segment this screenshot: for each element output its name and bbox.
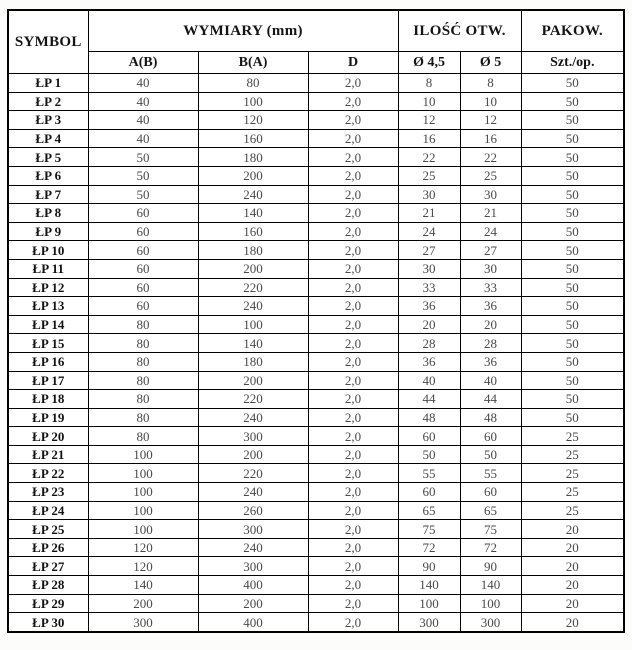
col-header-wymiary-mm: WYMIARY (mm) — [88, 10, 398, 52]
table-row — [8, 594, 624, 613]
table-row — [8, 520, 624, 539]
table-row — [8, 464, 624, 483]
cell-holes-4-5: 90 — [398, 557, 460, 576]
table-row — [8, 92, 624, 111]
cell-b-a: 260 — [198, 501, 308, 520]
cell-b-a: 180 — [198, 241, 308, 260]
col-subheader-d: D — [308, 52, 398, 74]
cell-holes-4-5: 10 — [398, 92, 460, 111]
table-row — [8, 427, 624, 446]
cell-holes-5: 16 — [460, 129, 521, 148]
cell-d: 2,0 — [308, 352, 398, 371]
cell-holes-5: 60 — [460, 427, 521, 446]
cell-pack-qty: 50 — [521, 166, 624, 185]
cell-holes-4-5: 27 — [398, 241, 460, 260]
col-subheader-a-b: A(B) — [88, 52, 198, 74]
cell-holes-5: 21 — [460, 204, 521, 223]
cell-holes-5: 44 — [460, 390, 521, 409]
cell-b-a: 80 — [198, 74, 308, 93]
cell-symbol: ŁP 7 — [8, 185, 88, 204]
cell-a-b: 100 — [88, 501, 198, 520]
cell-symbol: ŁP 9 — [8, 222, 88, 241]
table-row — [8, 408, 624, 427]
cell-pack-qty: 25 — [521, 445, 624, 464]
table-row — [8, 315, 624, 334]
cell-b-a: 180 — [198, 148, 308, 167]
table-row — [8, 297, 624, 316]
cell-b-a: 120 — [198, 111, 308, 130]
table-body — [8, 74, 624, 633]
cell-a-b: 80 — [88, 371, 198, 390]
cell-a-b: 40 — [88, 92, 198, 111]
cell-pack-qty: 50 — [521, 204, 624, 223]
table-row — [8, 222, 624, 241]
cell-holes-4-5: 48 — [398, 408, 460, 427]
cell-d: 2,0 — [308, 148, 398, 167]
cell-d: 2,0 — [308, 427, 398, 446]
cell-pack-qty: 50 — [521, 74, 624, 93]
cell-d: 2,0 — [308, 520, 398, 539]
cell-a-b: 40 — [88, 111, 198, 130]
cell-symbol: ŁP 17 — [8, 371, 88, 390]
cell-pack-qty: 50 — [521, 185, 624, 204]
cell-a-b: 60 — [88, 222, 198, 241]
cell-holes-4-5: 100 — [398, 594, 460, 613]
cell-holes-4-5: 8 — [398, 74, 460, 93]
cell-symbol: ŁP 4 — [8, 129, 88, 148]
cell-holes-4-5: 25 — [398, 166, 460, 185]
table-row — [8, 241, 624, 260]
cell-pack-qty: 50 — [521, 148, 624, 167]
cell-symbol: ŁP 19 — [8, 408, 88, 427]
cell-holes-4-5: 40 — [398, 371, 460, 390]
cell-holes-5: 25 — [460, 166, 521, 185]
cell-holes-5: 300 — [460, 613, 521, 632]
table-row — [8, 74, 624, 93]
cell-symbol: ŁP 15 — [8, 334, 88, 353]
cell-holes-4-5: 50 — [398, 445, 460, 464]
cell-a-b: 60 — [88, 278, 198, 297]
cell-symbol: ŁP 20 — [8, 427, 88, 446]
cell-a-b: 80 — [88, 315, 198, 334]
cell-holes-4-5: 20 — [398, 315, 460, 334]
cell-symbol: ŁP 30 — [8, 613, 88, 632]
cell-d: 2,0 — [308, 259, 398, 278]
cell-holes-4-5: 12 — [398, 111, 460, 130]
cell-holes-5: 30 — [460, 185, 521, 204]
cell-d: 2,0 — [308, 74, 398, 93]
cell-d: 2,0 — [308, 464, 398, 483]
cell-b-a: 200 — [198, 445, 308, 464]
table-wrapper — [7, 9, 625, 633]
cell-holes-4-5: 28 — [398, 334, 460, 353]
cell-a-b: 120 — [88, 538, 198, 557]
cell-holes-5: 33 — [460, 278, 521, 297]
cell-symbol: ŁP 5 — [8, 148, 88, 167]
cell-symbol: ŁP 21 — [8, 445, 88, 464]
cell-pack-qty: 50 — [521, 241, 624, 260]
cell-symbol: ŁP 16 — [8, 352, 88, 371]
cell-b-a: 220 — [198, 390, 308, 409]
cell-a-b: 100 — [88, 483, 198, 502]
cell-holes-4-5: 21 — [398, 204, 460, 223]
cell-b-a: 140 — [198, 334, 308, 353]
col-header-symbol: SYMBOL — [8, 10, 88, 74]
cell-b-a: 400 — [198, 576, 308, 595]
table-row — [8, 129, 624, 148]
cell-holes-5: 24 — [460, 222, 521, 241]
table-row — [8, 483, 624, 502]
col-subheader-diameter-5: Ø 5 — [460, 52, 521, 74]
cell-holes-5: 10 — [460, 92, 521, 111]
col-subheader-szt-op: Szt./op. — [521, 52, 624, 74]
cell-holes-5: 40 — [460, 371, 521, 390]
cell-b-a: 300 — [198, 557, 308, 576]
cell-symbol: ŁP 26 — [8, 538, 88, 557]
col-subheader-diameter-4-5: Ø 4,5 — [398, 52, 460, 74]
table-row — [8, 204, 624, 223]
cell-d: 2,0 — [308, 92, 398, 111]
cell-symbol: ŁP 29 — [8, 594, 88, 613]
cell-d: 2,0 — [308, 278, 398, 297]
cell-d: 2,0 — [308, 594, 398, 613]
cell-b-a: 180 — [198, 352, 308, 371]
cell-pack-qty: 50 — [521, 297, 624, 316]
cell-symbol: ŁP 12 — [8, 278, 88, 297]
cell-a-b: 60 — [88, 204, 198, 223]
cell-holes-4-5: 60 — [398, 427, 460, 446]
cell-b-a: 400 — [198, 613, 308, 632]
table-row — [8, 111, 624, 130]
table-header — [8, 10, 624, 74]
cell-a-b: 60 — [88, 297, 198, 316]
cell-d: 2,0 — [308, 371, 398, 390]
cell-pack-qty: 50 — [521, 259, 624, 278]
cell-a-b: 50 — [88, 185, 198, 204]
cell-symbol: ŁP 22 — [8, 464, 88, 483]
table-row — [8, 148, 624, 167]
cell-d: 2,0 — [308, 222, 398, 241]
cell-pack-qty: 50 — [521, 222, 624, 241]
cell-b-a: 200 — [198, 594, 308, 613]
cell-b-a: 140 — [198, 204, 308, 223]
cell-d: 2,0 — [308, 576, 398, 595]
cell-symbol: ŁP 27 — [8, 557, 88, 576]
cell-pack-qty: 20 — [521, 594, 624, 613]
cell-a-b: 80 — [88, 334, 198, 353]
cell-b-a: 160 — [198, 129, 308, 148]
cell-holes-5: 30 — [460, 259, 521, 278]
cell-holes-5: 50 — [460, 445, 521, 464]
cell-pack-qty: 25 — [521, 464, 624, 483]
cell-holes-5: 48 — [460, 408, 521, 427]
cell-symbol: ŁP 10 — [8, 241, 88, 260]
cell-b-a: 220 — [198, 464, 308, 483]
cell-holes-4-5: 72 — [398, 538, 460, 557]
table-row — [8, 613, 624, 632]
cell-symbol: ŁP 8 — [8, 204, 88, 223]
cell-holes-4-5: 30 — [398, 259, 460, 278]
cell-b-a: 200 — [198, 259, 308, 278]
cell-a-b: 40 — [88, 74, 198, 93]
cell-b-a: 200 — [198, 371, 308, 390]
cell-symbol: ŁP 2 — [8, 92, 88, 111]
cell-pack-qty: 50 — [521, 408, 624, 427]
cell-holes-4-5: 36 — [398, 352, 460, 371]
cell-holes-5: 55 — [460, 464, 521, 483]
cell-holes-5: 60 — [460, 483, 521, 502]
cell-a-b: 40 — [88, 129, 198, 148]
cell-holes-5: 100 — [460, 594, 521, 613]
cell-d: 2,0 — [308, 557, 398, 576]
table-row — [8, 557, 624, 576]
cell-symbol: ŁP 13 — [8, 297, 88, 316]
cell-holes-4-5: 75 — [398, 520, 460, 539]
cell-a-b: 80 — [88, 390, 198, 409]
product-spec-table — [7, 9, 625, 633]
cell-pack-qty: 20 — [521, 576, 624, 595]
cell-a-b: 300 — [88, 613, 198, 632]
cell-b-a: 200 — [198, 166, 308, 185]
cell-holes-4-5: 33 — [398, 278, 460, 297]
cell-a-b: 140 — [88, 576, 198, 595]
cell-pack-qty: 25 — [521, 427, 624, 446]
cell-d: 2,0 — [308, 111, 398, 130]
cell-holes-5: 12 — [460, 111, 521, 130]
cell-d: 2,0 — [308, 166, 398, 185]
col-header-pakow: PAKOW. — [521, 10, 624, 52]
cell-symbol: ŁP 1 — [8, 74, 88, 93]
cell-symbol: ŁP 18 — [8, 390, 88, 409]
table-row — [8, 166, 624, 185]
cell-d: 2,0 — [308, 390, 398, 409]
cell-a-b: 100 — [88, 445, 198, 464]
cell-a-b: 100 — [88, 520, 198, 539]
table-row — [8, 371, 624, 390]
cell-pack-qty: 50 — [521, 390, 624, 409]
cell-pack-qty: 50 — [521, 129, 624, 148]
cell-symbol: ŁP 25 — [8, 520, 88, 539]
cell-holes-5: 75 — [460, 520, 521, 539]
cell-b-a: 300 — [198, 520, 308, 539]
col-subheader-b-a: B(A) — [198, 52, 308, 74]
cell-b-a: 300 — [198, 427, 308, 446]
cell-d: 2,0 — [308, 297, 398, 316]
cell-a-b: 200 — [88, 594, 198, 613]
table-row — [8, 445, 624, 464]
cell-holes-4-5: 55 — [398, 464, 460, 483]
cell-holes-4-5: 24 — [398, 222, 460, 241]
cell-d: 2,0 — [308, 315, 398, 334]
cell-pack-qty: 25 — [521, 483, 624, 502]
table-row — [8, 501, 624, 520]
cell-holes-4-5: 16 — [398, 129, 460, 148]
cell-symbol: ŁP 24 — [8, 501, 88, 520]
cell-holes-5: 8 — [460, 74, 521, 93]
cell-b-a: 160 — [198, 222, 308, 241]
cell-pack-qty: 50 — [521, 92, 624, 111]
cell-holes-4-5: 44 — [398, 390, 460, 409]
cell-d: 2,0 — [308, 483, 398, 502]
cell-pack-qty: 20 — [521, 557, 624, 576]
cell-b-a: 240 — [198, 297, 308, 316]
cell-d: 2,0 — [308, 241, 398, 260]
cell-holes-5: 20 — [460, 315, 521, 334]
cell-pack-qty: 50 — [521, 111, 624, 130]
cell-symbol: ŁP 6 — [8, 166, 88, 185]
cell-holes-5: 90 — [460, 557, 521, 576]
cell-symbol: ŁP 28 — [8, 576, 88, 595]
table-row — [8, 352, 624, 371]
cell-holes-5: 72 — [460, 538, 521, 557]
cell-d: 2,0 — [308, 538, 398, 557]
table-row — [8, 390, 624, 409]
cell-holes-5: 36 — [460, 297, 521, 316]
table-row — [8, 576, 624, 595]
cell-pack-qty: 50 — [521, 371, 624, 390]
table-row — [8, 259, 624, 278]
cell-d: 2,0 — [308, 204, 398, 223]
cell-symbol: ŁP 14 — [8, 315, 88, 334]
cell-b-a: 240 — [198, 185, 308, 204]
cell-symbol: ŁP 23 — [8, 483, 88, 502]
cell-b-a: 100 — [198, 92, 308, 111]
cell-a-b: 60 — [88, 259, 198, 278]
cell-holes-4-5: 36 — [398, 297, 460, 316]
cell-holes-4-5: 30 — [398, 185, 460, 204]
cell-pack-qty: 25 — [521, 501, 624, 520]
cell-a-b: 80 — [88, 352, 198, 371]
cell-holes-4-5: 60 — [398, 483, 460, 502]
col-header-ilosc-otw: ILOŚĆ OTW. — [398, 10, 521, 52]
cell-d: 2,0 — [308, 408, 398, 427]
cell-pack-qty: 20 — [521, 520, 624, 539]
cell-d: 2,0 — [308, 129, 398, 148]
cell-b-a: 240 — [198, 538, 308, 557]
cell-holes-4-5: 300 — [398, 613, 460, 632]
cell-a-b: 100 — [88, 464, 198, 483]
cell-pack-qty: 50 — [521, 278, 624, 297]
table-row — [8, 538, 624, 557]
cell-d: 2,0 — [308, 185, 398, 204]
cell-holes-5: 140 — [460, 576, 521, 595]
cell-pack-qty: 50 — [521, 352, 624, 371]
cell-b-a: 220 — [198, 278, 308, 297]
cell-pack-qty: 50 — [521, 334, 624, 353]
cell-a-b: 80 — [88, 427, 198, 446]
cell-a-b: 50 — [88, 148, 198, 167]
cell-d: 2,0 — [308, 445, 398, 464]
cell-holes-5: 65 — [460, 501, 521, 520]
cell-a-b: 120 — [88, 557, 198, 576]
cell-holes-4-5: 140 — [398, 576, 460, 595]
header-row-main — [8, 10, 624, 52]
cell-holes-5: 28 — [460, 334, 521, 353]
cell-symbol: ŁP 3 — [8, 111, 88, 130]
table-row — [8, 334, 624, 353]
cell-holes-5: 36 — [460, 352, 521, 371]
cell-pack-qty: 20 — [521, 613, 624, 632]
cell-d: 2,0 — [308, 334, 398, 353]
header-row-sub — [8, 52, 624, 74]
cell-d: 2,0 — [308, 501, 398, 520]
cell-holes-5: 27 — [460, 241, 521, 260]
cell-a-b: 50 — [88, 166, 198, 185]
table-row — [8, 185, 624, 204]
cell-d: 2,0 — [308, 613, 398, 632]
cell-b-a: 100 — [198, 315, 308, 334]
cell-holes-4-5: 65 — [398, 501, 460, 520]
cell-a-b: 60 — [88, 241, 198, 260]
cell-b-a: 240 — [198, 408, 308, 427]
cell-holes-5: 22 — [460, 148, 521, 167]
cell-b-a: 240 — [198, 483, 308, 502]
cell-pack-qty: 20 — [521, 538, 624, 557]
table-row — [8, 278, 624, 297]
cell-pack-qty: 50 — [521, 315, 624, 334]
cell-symbol: ŁP 11 — [8, 259, 88, 278]
cell-holes-4-5: 22 — [398, 148, 460, 167]
cell-a-b: 80 — [88, 408, 198, 427]
